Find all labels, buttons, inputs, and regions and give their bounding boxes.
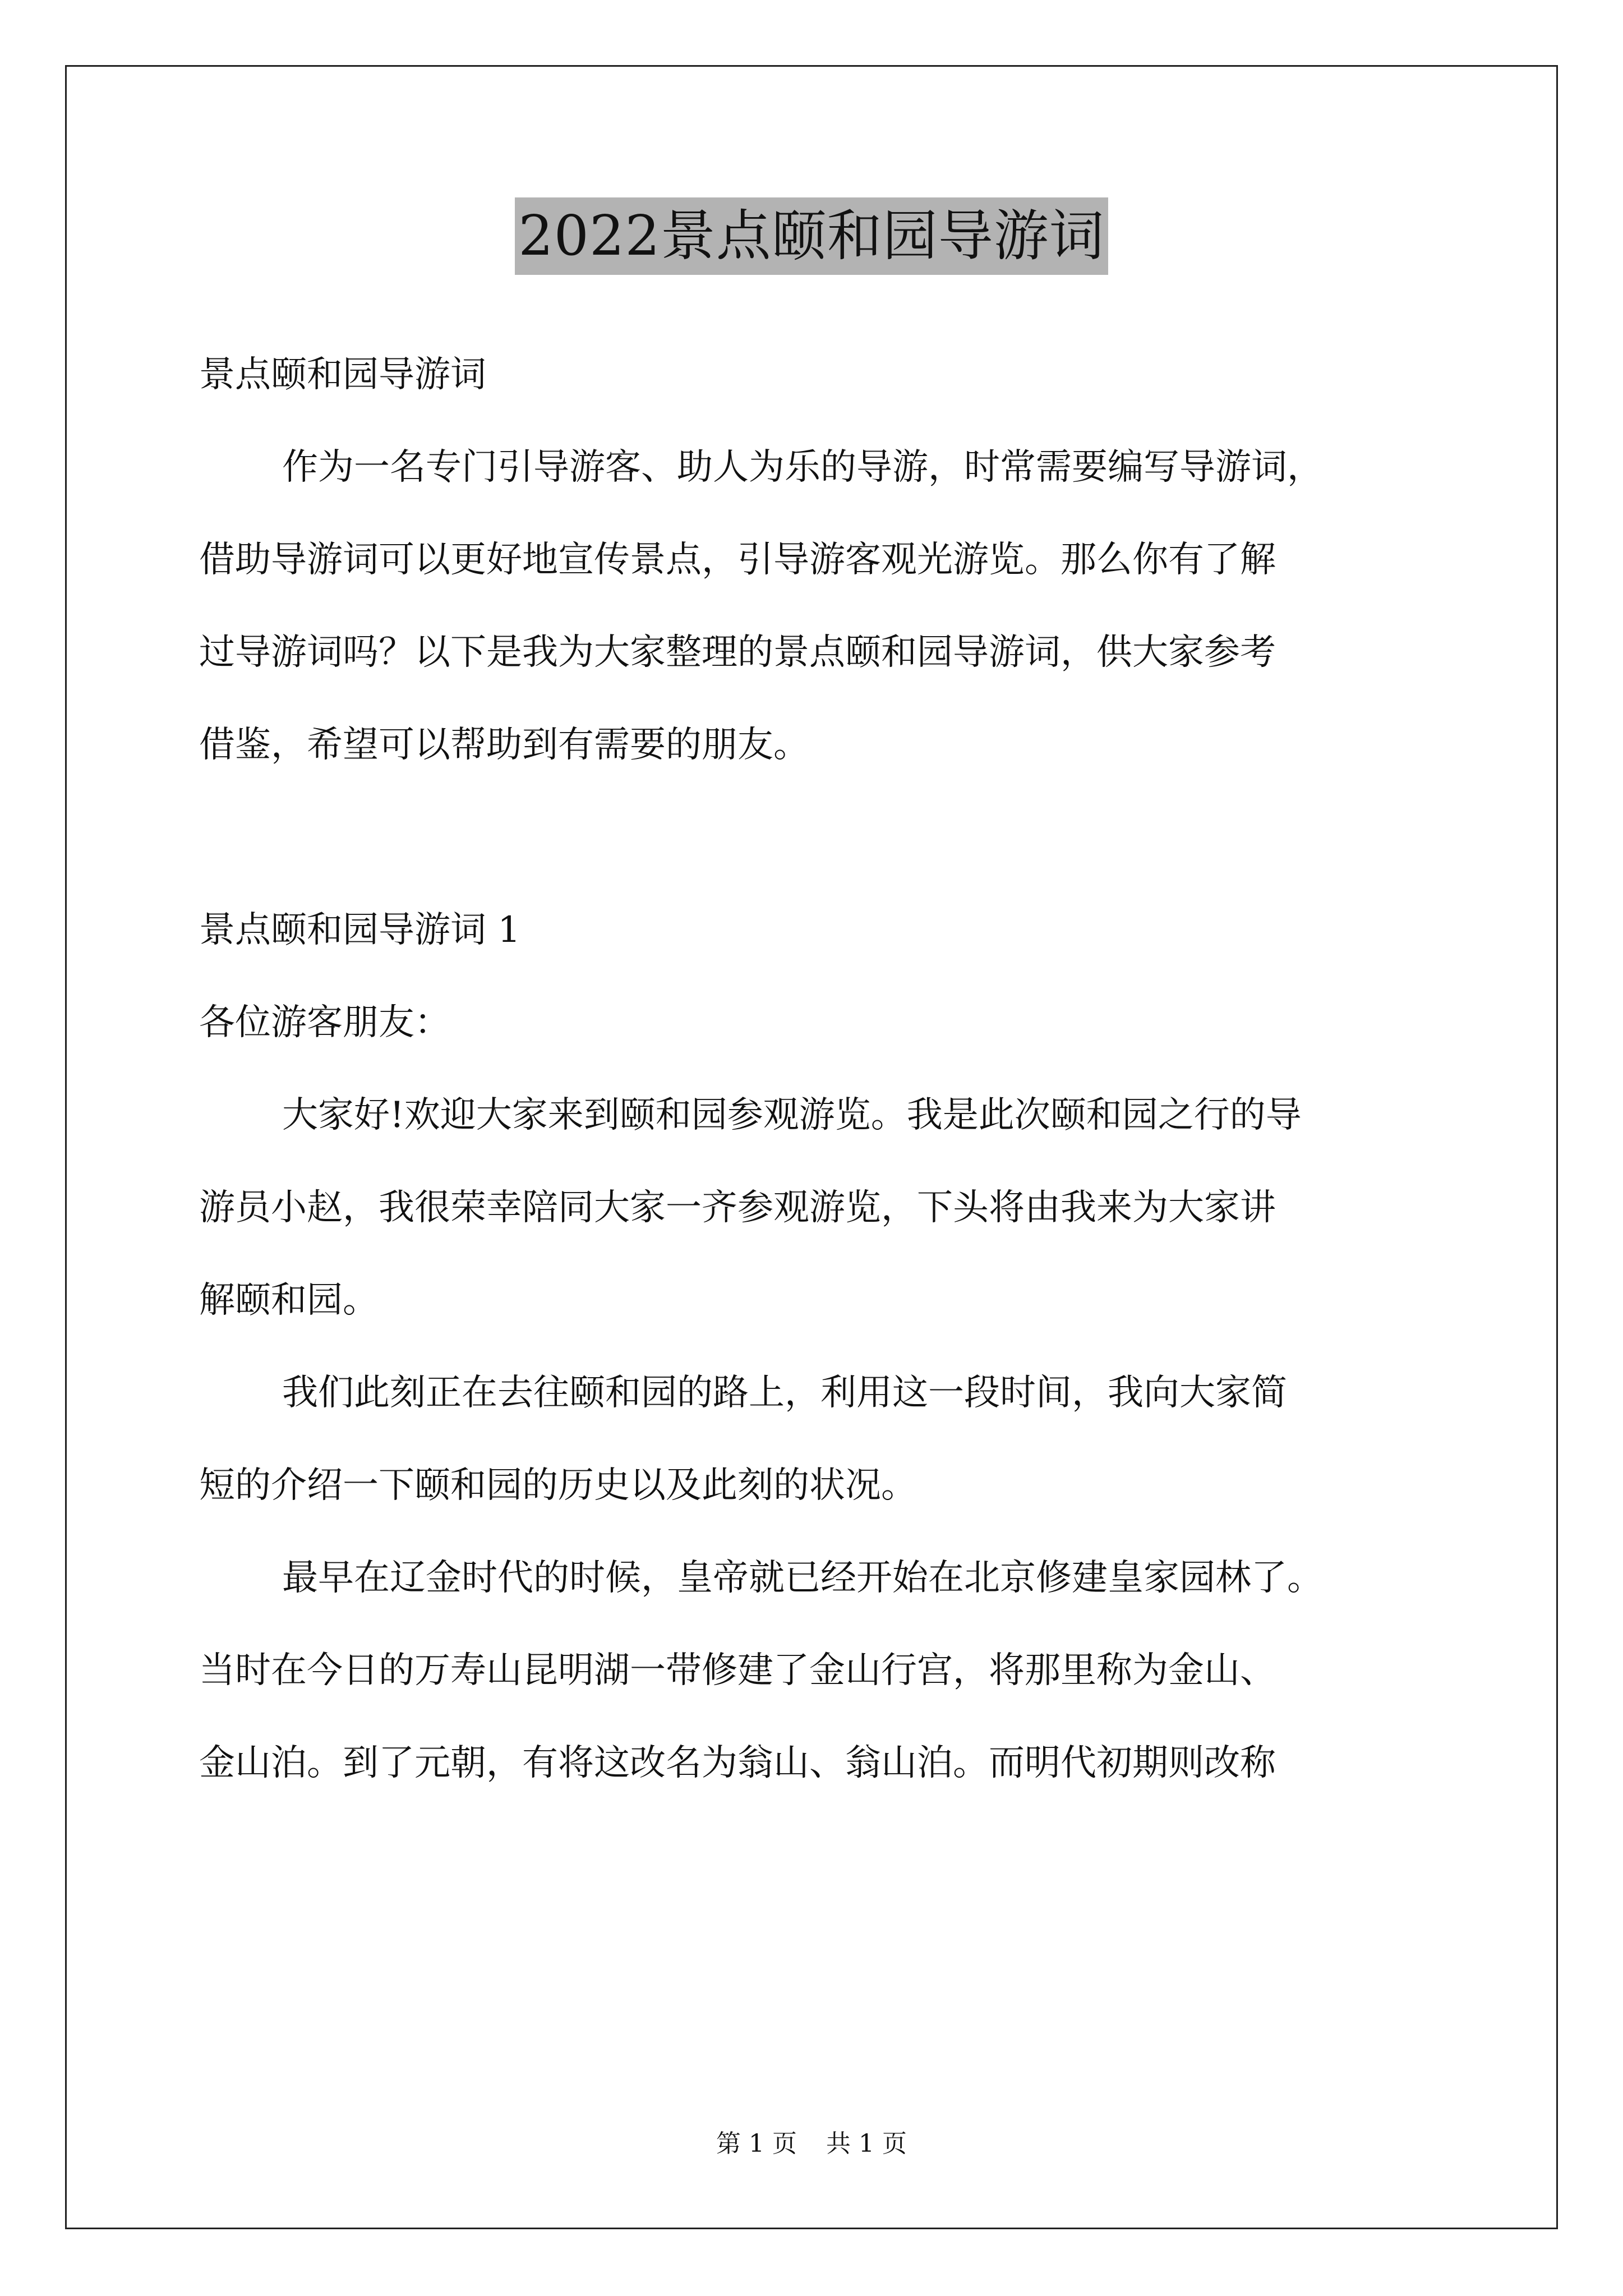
paragraph-spacer	[199, 792, 1433, 884]
paragraph-line: 短的介绍一下颐和园的历史以及此刻的状况。	[199, 1465, 917, 1506]
paragraph-line: 过导游词吗？以下是我为大家整理的景点颐和园导游词，供大家参考	[199, 632, 1276, 673]
paragraph-line: 借助导游词可以更好地宣传景点，引导游客观光游览。那么你有了解	[199, 539, 1276, 581]
paragraph-line: 作为一名专门引导游客、助人为乐的导游，时常需要编写导游词，	[282, 447, 1323, 488]
page-total: 共 1 页	[826, 2129, 907, 2158]
document-title: 2022景点颐和园导游词	[515, 197, 1108, 275]
page-footer	[0, 2127, 1623, 2161]
paragraph-line: 大家好!欢迎大家来到颐和园参观游览。我是此次颐和园之行的导	[282, 1094, 1302, 1136]
paragraph-line: 借鉴，希望可以帮助到有需要的朋友。	[199, 724, 809, 766]
paragraph-line: 游员小赵，我很荣幸陪同大家一齐参观游览，下头将由我来为大家讲	[199, 1187, 1276, 1228]
paragraph-line: 金山泊。到了元朝，有将这改名为翁山、翁山泊。而明代初期则改称	[199, 1742, 1276, 1784]
document-body	[199, 329, 1433, 1810]
title-container	[0, 197, 1623, 275]
paragraph-line: 最早在辽金时代的时候，皇帝就已经开始在北京修建皇家园林了。	[282, 1557, 1323, 1599]
section-heading: 景点颐和园导游词	[199, 354, 486, 395]
paragraph-line: 当时在今日的万寿山昆明湖一带修建了金山行宫，将那里称为金山、	[199, 1650, 1276, 1691]
page-number: 第 1 页	[716, 2129, 797, 2158]
paragraph-line: 我们此刻正在去往颐和园的路上，利用这一段时间，我向大家简	[282, 1372, 1287, 1414]
paragraph-line: 解颐和园。	[199, 1280, 379, 1321]
greeting-line: 各位游客朋友：	[199, 1002, 450, 1043]
section-heading: 景点颐和园导游词 1	[199, 909, 521, 951]
